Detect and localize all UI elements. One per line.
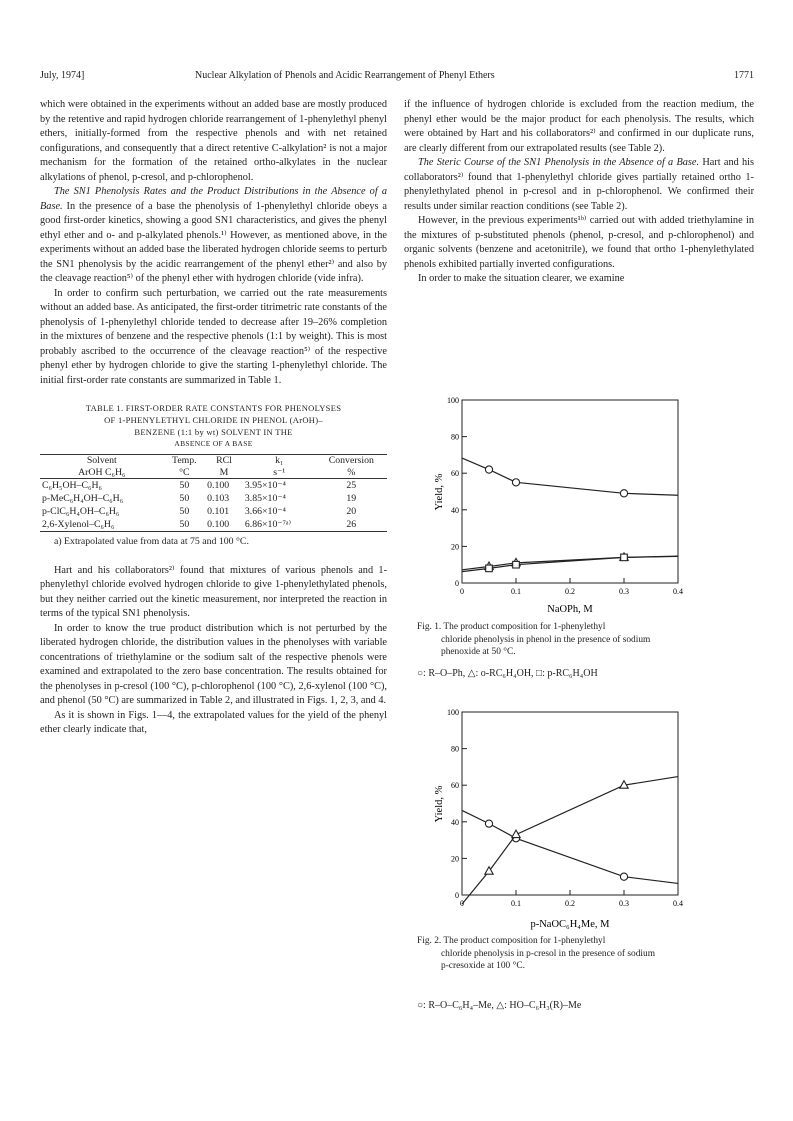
rate-table [40, 454, 387, 532]
circle-marker [485, 820, 492, 827]
cell: p-MeC₆H₄OH–C₆H₆ [42, 493, 124, 504]
y-axis-label: Yield, % [434, 785, 445, 823]
cell: 3.66×10⁻⁴ [244, 506, 286, 517]
caption-line: chloride phenolysis in p-cresol in the presence of sodium [441, 948, 656, 959]
circle-marker [620, 490, 627, 497]
series-curve [462, 777, 678, 905]
caption-line: ABSENCE OF A BASE [174, 439, 253, 448]
cell: 26 [346, 519, 357, 530]
series-curve [462, 556, 678, 572]
figure-2-caption [417, 935, 757, 973]
cell: 19 [346, 493, 357, 504]
cell: 0.101 [207, 506, 230, 517]
table-row [40, 479, 387, 493]
caption-line: Fig. 2. The product composition for 1-phenylethyl [417, 936, 606, 946]
caption-line: TABLE 1. FIRST-ORDER RATE CONSTANTS FOR PHENOLYSES [85, 403, 342, 413]
figure-2-legend: ○: R–O–C₆H₄–Me, △: HO–C₆H₃(R)–Me [417, 1000, 582, 1011]
square-marker [621, 554, 628, 561]
y-tick-label: 40 [451, 505, 459, 515]
cell: 3.85×10⁻⁴ [244, 493, 286, 504]
y-tick-label: 100 [447, 396, 459, 405]
paragraph: As it is shown in Figs. 1—4, the extrapolated values for the yield of the phenyl ether clearly indicate that, [40, 709, 387, 735]
header-text: % [347, 466, 356, 478]
running-header [40, 70, 754, 86]
cell: 50 [179, 506, 190, 517]
table-footnote: a) Extrapolated value from data at 75 and 100 °C. [54, 536, 249, 547]
y-tick-label: 80 [451, 432, 459, 442]
caption-line: Fig. 1. The product composition for 1-phenylethyl [417, 622, 606, 632]
paragraph-text: Hart and his collaborators²⁾ found that 1-phenylethyl chloride gives partially retained ortho 1-phenylethylated phenol in p-cresol and in p-chlorophenol. We confirmed their results under similar reaction conditions (see Table 2). [404, 157, 755, 212]
caption-line: BENZENE (1:1 by wt) SOLVENT IN THE [134, 427, 293, 437]
plot-frame [462, 712, 678, 895]
caption-line: chloride phenolysis in phenol in the presence of sodium [441, 634, 651, 645]
col-header-rcl [205, 455, 243, 479]
y-tick-label: 20 [451, 854, 459, 864]
cell: 6.86×10⁻⁷ᵃ⁾ [244, 519, 292, 530]
y-tick-label: 40 [451, 817, 459, 827]
section-heading: The Steric Course of the SN1 Phenolysis in the Absence of a Base. [418, 157, 700, 168]
circle-marker [485, 466, 492, 473]
cell: 50 [164, 479, 206, 493]
header-text: M [219, 466, 229, 478]
x-tick-label: 0.2 [565, 587, 575, 596]
paragraph: In order to make the situation clearer, we examine [418, 273, 625, 284]
figure-1-caption [417, 621, 757, 659]
paragraph: Hart and his collaborators²⁾ found that mixtures of various phenols and 1-phenylethyl chloride evolved hydrogen chloride to give 1-phenylethylated phenols, but they neither carried out the kinetic measurement, nor interpreted the reaction in terms of the typical SN1 phenolysis. [40, 564, 387, 619]
y-tick-label: 0 [455, 579, 459, 588]
figure-1-chart [430, 390, 710, 615]
header-text: s⁻¹ [273, 466, 286, 478]
header-text: k₁ [275, 455, 284, 466]
y-tick-label: 60 [451, 469, 459, 479]
x-tick-label: 0.2 [565, 899, 575, 908]
cell: 50 [179, 493, 190, 504]
cell: 2,6-Xylenol–C₆H₆ [42, 519, 115, 530]
x-tick-label: 0 [460, 587, 464, 596]
y-axis-label: Yield, % [434, 473, 445, 511]
table-row [40, 492, 387, 505]
col-header-temp [164, 455, 206, 479]
table-row [40, 505, 387, 518]
figure-1-legend: ○: R–O–Ph, △: o-RC₆H₄OH, □: p-RC₆H₄OH [417, 668, 598, 679]
x-tick-label: 0 [460, 899, 464, 908]
plot-frame [462, 400, 678, 583]
paragraph: In order to confirm such perturbation, we carried out the rate measurements without an added base. As anticipated, the first-order titrimetric rate constants of the phenolysis of 1-phenylethyl chloride tended to decrease after 19–26% completion in the mixtures of benzene and the respective phenols (1:1 by weight). This is most probably ascribed to the occurrence of the cleavage reaction⁵⁾ of the respective phenyl ether by hydrogen chloride to give the starting 1-phenylethyl chloride. The initial first-order rate constants are summarized in Table 1. [40, 287, 387, 386]
y-tick-label: 0 [455, 891, 459, 900]
header-text: RCl [216, 455, 232, 466]
caption-line: OF 1-PHENYLETHYL CHLORIDE IN PHENOL (ArOH)– [104, 415, 323, 425]
col-header-solvent [40, 455, 164, 479]
header-title: Nuclear Alkylation of Phenols and Acidic Rearrangement of Phenyl Ethers [195, 70, 495, 81]
left-column [40, 98, 387, 738]
page-number: 1771 [734, 70, 754, 81]
header-date: July, 1974] [40, 70, 85, 81]
y-tick-label: 60 [451, 781, 459, 791]
circle-marker [620, 873, 627, 880]
cell: C₆H₅OH–C₆H₆ [40, 479, 164, 493]
cell: 0.100 [207, 519, 230, 530]
cell: 0.100 [205, 479, 243, 493]
paragraph [404, 156, 754, 214]
paragraph-text: In the presence of a base the phenolysis of 1-phenylethyl chloride obeys a good first-order kinetics, showing a good SN1 characteristics, and gives the phenyl ethyl ether and o- and p-alkylated phenols.¹⁾ However, as mentioned above, in the experiments without an added base the liberated hydrogen chloride seems to perturb the SN1 phenolysis by the acidic rearrangement of the phenyl ether²⁾ and also by the cleavage reaction⁵⁾ of the phenyl ether with hydrogen chloride (vide infra). [40, 200, 388, 284]
x-tick-label: 0.1 [511, 899, 521, 908]
cell: 25 [316, 479, 387, 493]
paragraph: In order to know the true product distribution which is not perturbed by the liberated hydrogen chloride, the distribution values in the phenolyses with variable concentrations of triethylamine or the sodium salt of the respective phenols were examined and extrapolated to the zero base concentration. The results obtained for the phenolyses in p-cresol (100 °C), p-chlorophenol (100 °C), 2,6-xylenol (100 °C), and phenol (50 °C) are summarized in Table 2, and illustrated in Figs. 1, 2, 3, and 4. [40, 622, 387, 706]
square-marker [513, 561, 520, 568]
y-tick-label: 80 [451, 744, 459, 754]
caption-line: phenoxide at 50 °C. [441, 647, 516, 657]
square-marker [486, 565, 493, 572]
table-caption [40, 402, 387, 450]
x-axis-label: NaOPh, M [547, 604, 593, 615]
series-curve [462, 458, 678, 495]
paragraph: which were obtained in the experiments without an added base are mostly produced by the retentive and rapid hydrogen chloride rearrangement of 1-phenylethyl phenyl ethers, initially-formed from the respective phenols and with net retained configurations, and consequently that a direct retentive C-alkylation² is not a major mechanism for the formation of the retained ortho-alkylates in the nuclear alkylations of phenol, p-cresol, and p-chlorophenol. [40, 99, 387, 183]
header-text: Conversion [328, 455, 374, 466]
x-tick-label: 0.4 [673, 899, 683, 908]
x-axis-label: p-NaOC₆H₄Me, M [530, 919, 610, 930]
col-header-conversion [316, 455, 387, 479]
cell: 3.95×10⁻⁴ [243, 479, 316, 493]
cell: 50 [179, 519, 190, 530]
series-curve [462, 810, 678, 883]
right-column [404, 98, 754, 287]
paragraph: if the influence of hydrogen chloride is excluded from the reaction medium, the phenyl ether would be the major product for each phenolysis. The results, which were obtained by Hart and his collaborators²⁾ and confirmed in our duplicate runs, are clearly different from our extrapolated results (see Table 2). [404, 99, 754, 154]
cell: 0.103 [207, 493, 230, 504]
circle-marker [512, 479, 519, 486]
x-tick-label: 0.4 [673, 587, 683, 596]
y-tick-label: 20 [451, 542, 459, 552]
y-tick-label: 100 [447, 708, 459, 717]
header-text: Temp. [172, 455, 197, 466]
table-row [40, 518, 387, 532]
section-heading: The SN1 Phenolysis Rates and the Product Distributions in the Absence of a Base. [40, 186, 387, 212]
caption-line: p-cresoxide at 100 °C. [441, 961, 525, 971]
paragraph: However, in the previous experiments¹ᵇ⁾ carried out with added triethylamine in the mixtures of p-substituted phenols (phenol, p-cresol, and p-chlorophenol) and organic solvents (benzene and acetonitrile), we found that ortho 1-phenylethylated phenols exhibited partially inverted configurations. [404, 215, 754, 270]
paragraph [40, 185, 387, 287]
header-text: ArOH C₆H₆ [78, 466, 126, 478]
header-text: Solvent [86, 455, 117, 466]
x-tick-label: 0.3 [619, 899, 629, 908]
x-tick-label: 0.1 [511, 587, 521, 596]
x-tick-label: 0.3 [619, 587, 629, 596]
figure-2-chart [430, 700, 710, 932]
col-header-k [243, 455, 316, 479]
cell: p-ClC₆H₄OH–C₆H₆ [42, 506, 120, 517]
cell: 20 [346, 506, 357, 517]
header-text: °C [179, 466, 190, 478]
